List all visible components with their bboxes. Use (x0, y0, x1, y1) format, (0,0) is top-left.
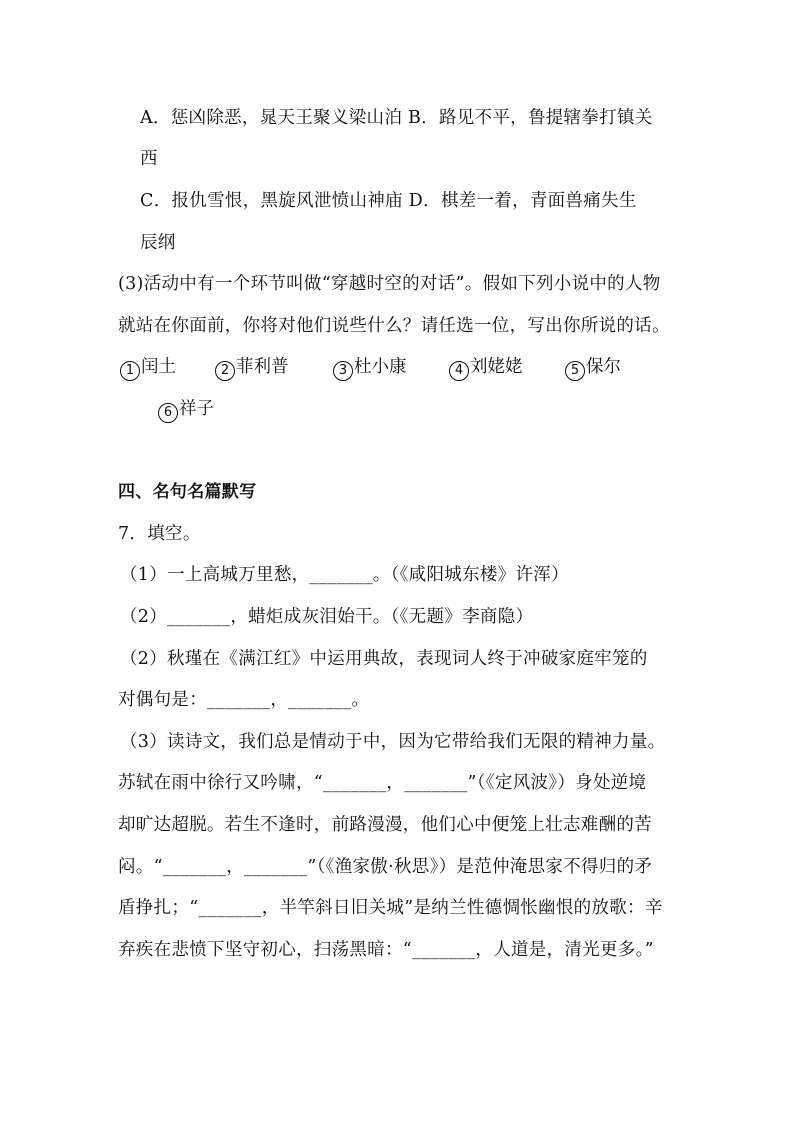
character-option-4 (449, 355, 523, 381)
character-option-3 (333, 355, 407, 381)
character-option-2 (215, 355, 289, 381)
circled-number: 1 (120, 361, 140, 381)
character-name: 保尔 (586, 357, 621, 377)
character-option-5 (565, 355, 621, 381)
circled-number: 3 (333, 361, 353, 381)
option-c-d-line: C．报仇雪恨，黑旋风泄愤山神庙 D．棋差一着，青面兽痛失生 (140, 191, 637, 211)
fill-line-10: 弃疾在悲愤下坚守初心，扫荡黑暗：“_______，人道是，清光更多。” (118, 940, 654, 960)
q3-prompt-line2: 就站在你面前，你将对他们说些什么？请任选一位，写出你所说的话。 (118, 316, 670, 336)
fill-line-4: 对偶句是：_______，_______。 (118, 690, 370, 710)
fill-line-5: （3）读诗文，我们总是情动于中，因为它带给我们无限的精神力量。 (120, 732, 666, 752)
character-name: 杜小康 (354, 357, 407, 377)
character-option-6 (158, 397, 214, 423)
character-name: 祥子 (179, 399, 214, 419)
fill-line-9: 盾挣扎；“_______，半竿斜日旧关城”是纳兰性德惆怅幽恨的放歌：辛 (118, 898, 663, 918)
circled-number: 5 (565, 361, 585, 381)
option-a-b-line: A．惩凶除恶，晁天王聚义梁山泊 B．路见不平，鲁提辖拳打镇关 (140, 108, 653, 128)
fill-line-2: （2）_______，蜡炬成灰泪始干。（《无题》李商隐） (120, 607, 534, 627)
circled-number: 2 (215, 361, 235, 381)
fill-line-3: （2）秋瑾在《满江红》中运用典故，表现词人终于冲破家庭牢笼的 (120, 649, 648, 669)
fill-line-6: 苏轼在雨中徐行又吟啸，“_______，_______”（《定风波》）身处逆境 (118, 773, 647, 793)
q7-title: 7．填空。 (118, 524, 201, 544)
character-option-1 (120, 355, 176, 381)
option-b-continuation: 西 (140, 149, 158, 169)
section-heading: 四、名句名篇默写 (118, 482, 257, 502)
option-d-continuation: 辰纲 (140, 233, 176, 253)
character-name: 菲利普 (236, 357, 289, 377)
fill-line-1: （1）一上高城万里愁，_______。（《咸阳城东楼》许浑） (120, 565, 569, 585)
circled-number: 4 (449, 361, 469, 381)
character-name: 闰土 (141, 357, 176, 377)
q3-prompt-line1: (3)活动中有一个环节叫做“穿越时空的对话”。假如下列小说中的人物 (118, 274, 661, 294)
circled-number: 6 (158, 403, 178, 423)
fill-line-7: 却旷达超脱。若生不逢时，前路漫漫，他们心中便笼上壮志难酬的苦 (118, 815, 652, 835)
fill-line-8: 闷。“_______，_______”（《渔家傲·秋思》）是范仲淹思家不得归的矛 (118, 857, 653, 877)
character-name: 刘姥姥 (470, 357, 523, 377)
